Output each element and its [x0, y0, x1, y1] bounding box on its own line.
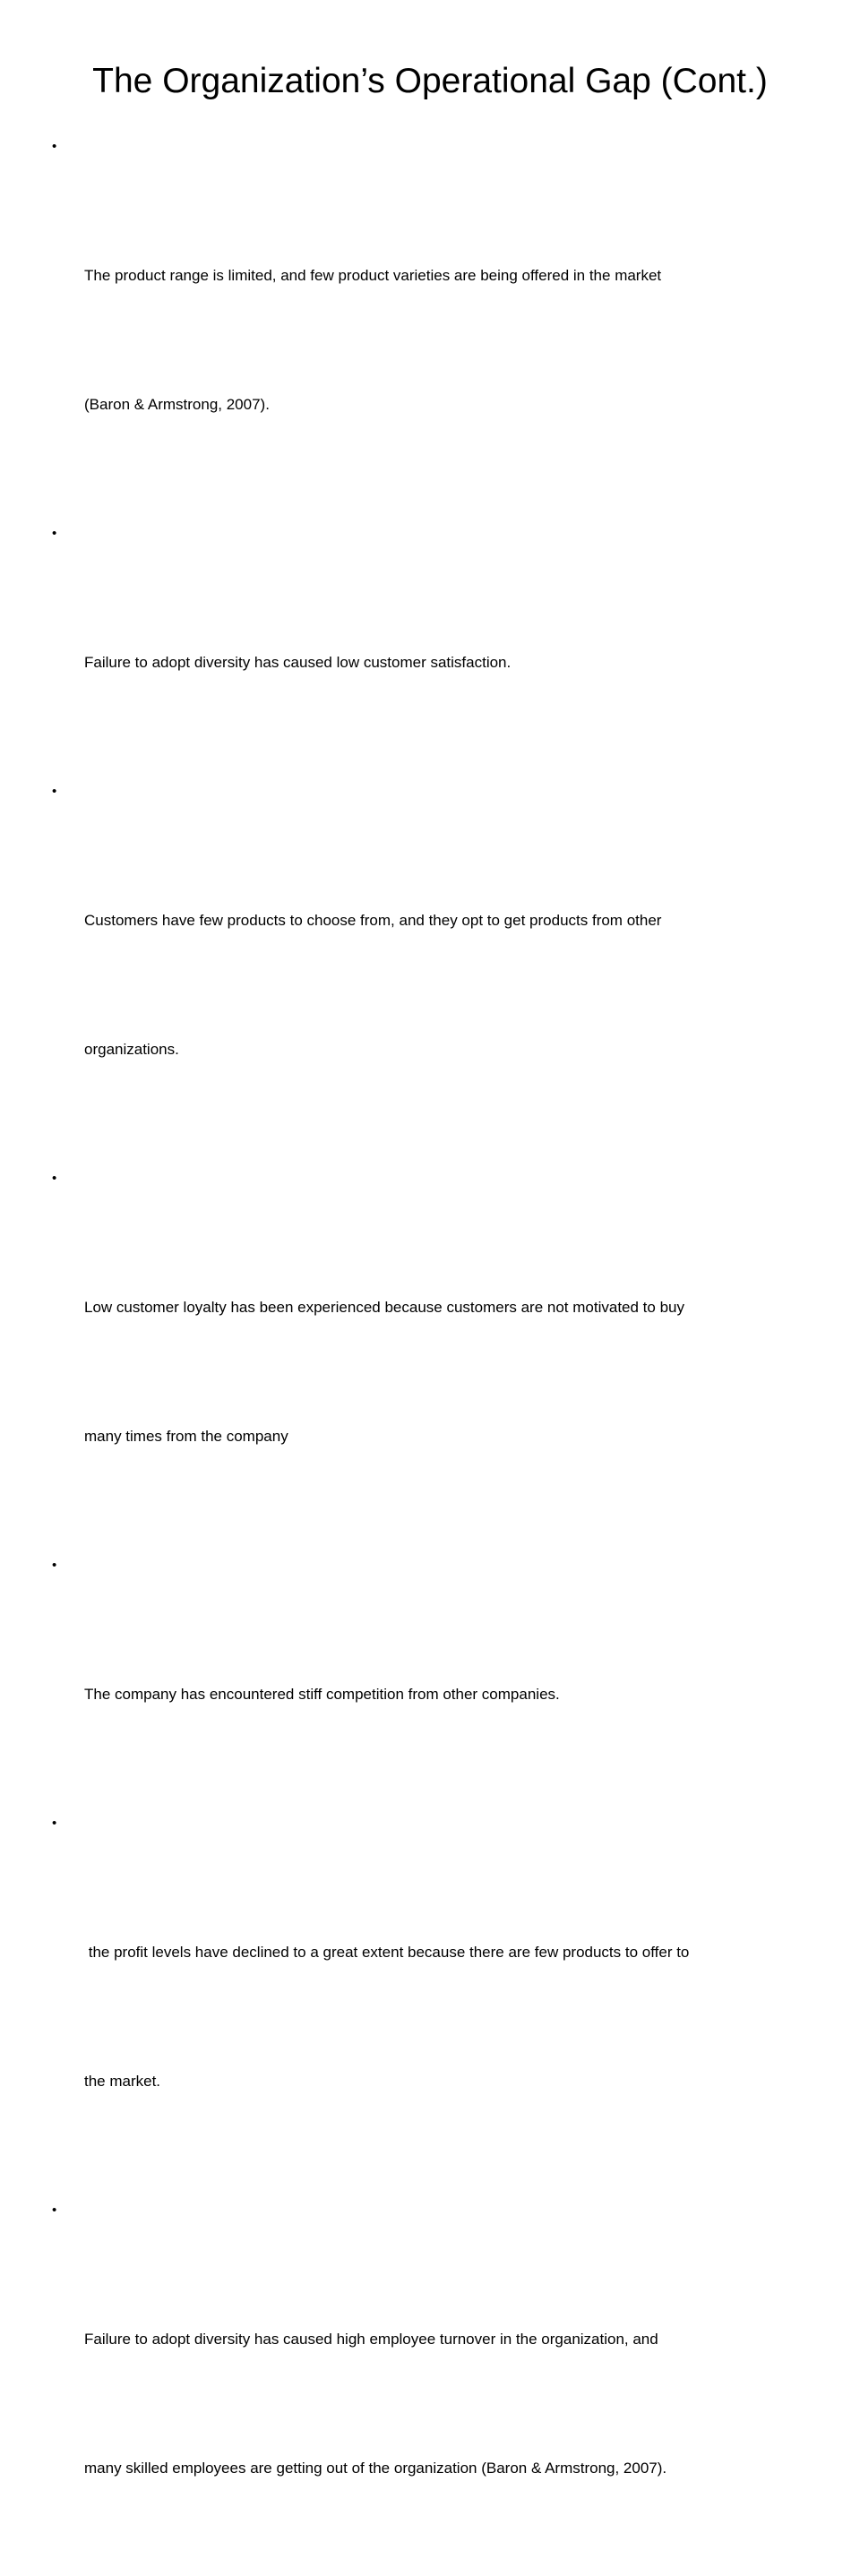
bullet-item [0, 1802, 860, 2189]
bullet-icon: • [52, 1171, 57, 1186]
bullet-text-line: (Baron & Armstrong, 2007). [84, 396, 270, 413]
bullet-text-line: Failure to adopt diversity has caused low customer satisfaction. [84, 654, 512, 671]
bullet-text-line: Low customer loyalty has been experienced because customers are not motivated to buy [84, 1299, 684, 1316]
bullet-icon: • [52, 526, 57, 541]
bullet-text-line: The company has encountered stiff competition from other companies. [84, 1686, 560, 1703]
bullet-icon: • [52, 1558, 57, 1573]
bullet-text-line: many skilled employees are getting out of the organization (Baron & Armstrong, 2007). [84, 2460, 667, 2477]
bullet-text-line: the profit levels have declined to a great extent because there are few products to offer to [84, 1944, 690, 1961]
bullet-icon: • [52, 784, 57, 799]
bullet-item [0, 512, 860, 770]
bullet-icon: • [52, 139, 57, 154]
bullet-item [0, 125, 860, 512]
bullet-text-line: many times from the company [84, 1428, 288, 1445]
slide-title: The Organization’s Operational Gap (Cont.) [92, 62, 768, 100]
bullet-icon: • [52, 1816, 57, 1831]
bullet-item [0, 770, 860, 1157]
bullet-item [0, 1544, 860, 1802]
bullet-item [0, 1157, 860, 1544]
bullet-text-line: the market. [84, 2073, 161, 2090]
bullet-text-line: Customers have few products to choose from, and they opt to get products from other [84, 912, 662, 929]
bullet-text-line: Failure to adopt diversity has caused high employee turnover in the organization, and [84, 2331, 658, 2348]
bullet-icon: • [52, 2202, 57, 2218]
bullet-list [0, 125, 860, 2576]
bullet-text-line: The product range is limited, and few product varieties are being offered in the market [84, 267, 662, 284]
bullet-text-line: organizations. [84, 1041, 179, 1058]
bullet-item [0, 2189, 860, 2576]
